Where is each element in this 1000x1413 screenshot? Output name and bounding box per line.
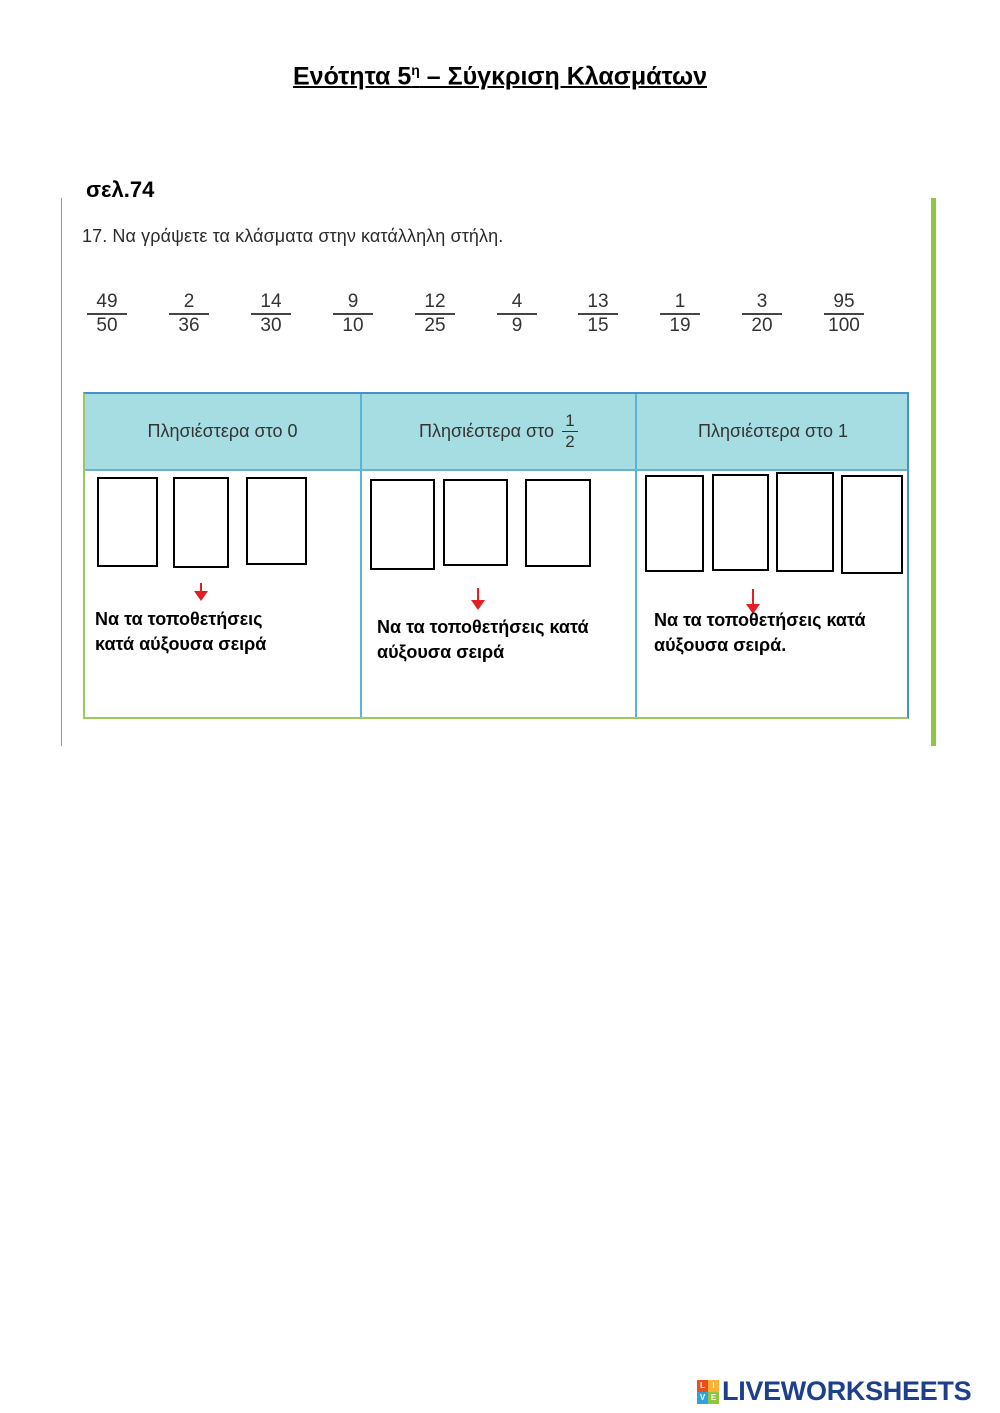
fraction-denominator: 25	[424, 314, 446, 336]
answer-box[interactable]	[246, 477, 307, 565]
fraction-denominator: 50	[96, 314, 118, 336]
fraction-numerator: 4	[511, 291, 523, 312]
note-line: Να τα τοποθετήσεις κατά αύξουσα σειρά	[95, 609, 267, 654]
half-denominator: 2	[565, 432, 575, 452]
answer-box[interactable]	[712, 474, 769, 571]
answer-box[interactable]	[645, 475, 704, 572]
answer-box[interactable]	[97, 477, 158, 567]
column-divider	[360, 394, 362, 717]
frame-right-border	[931, 198, 936, 746]
fraction-denominator: 100	[828, 314, 860, 336]
half-numerator: 1	[565, 410, 575, 430]
answer-box[interactable]	[841, 475, 903, 574]
fraction-item[interactable]	[333, 292, 373, 336]
fraction-denominator: 9	[511, 314, 523, 336]
column-header-near-one: Πλησιέστερα στο 1	[697, 421, 849, 441]
fraction-item[interactable]	[824, 292, 864, 336]
fraction-numerator: 1	[674, 291, 686, 312]
column-header-near-half-label: Πλησιέστερα στο	[418, 421, 554, 441]
fraction-numerator: 95	[833, 291, 855, 312]
note-line: Να τα τοποθετήσεις κατά αύξουσα σειρά	[377, 617, 589, 662]
answer-box[interactable]	[370, 479, 435, 570]
ordering-note-col1	[95, 607, 350, 657]
fraction-numerator: 12	[424, 291, 446, 312]
answer-box[interactable]	[525, 479, 591, 567]
column-divider	[635, 394, 637, 717]
logo-mark-letter: V	[697, 1392, 708, 1404]
title-rest: – Σύγκριση Κλασμάτων	[419, 62, 708, 91]
fraction-denominator: 15	[587, 314, 609, 336]
fraction-item[interactable]	[578, 292, 618, 336]
fraction-item[interactable]	[742, 292, 782, 336]
header-divider	[85, 469, 907, 471]
logo-mark-letter: I	[708, 1380, 719, 1392]
half-fraction	[562, 412, 578, 452]
fraction-denominator: 36	[178, 314, 200, 336]
column-header-near-zero: Πλησιέστερα στο 0	[147, 421, 298, 441]
page-reference: σελ.74	[86, 177, 155, 202]
fraction-item[interactable]	[415, 292, 455, 336]
liveworksheets-logo	[697, 1376, 971, 1407]
note-line: Να τα τοποθετήσεις κατά αύξουσα σειρά.	[654, 610, 866, 655]
fraction-denominator: 10	[342, 314, 364, 336]
fraction-numerator: 14	[260, 291, 282, 312]
fraction-item[interactable]	[87, 292, 127, 336]
column-header-near-half	[362, 394, 635, 469]
answer-box[interactable]	[173, 477, 229, 568]
logo-mark-letter: E	[708, 1392, 719, 1404]
fraction-denominator: 20	[751, 314, 773, 336]
logo-text: LIVEWORKSHEETS	[722, 1376, 972, 1406]
exercise-instruction: 17. Να γράψετε τα κλάσματα στην κατάλληλη στήλη.	[82, 226, 504, 246]
page-title	[0, 62, 1000, 91]
fraction-denominator: 19	[669, 314, 691, 336]
ordering-note-col2	[377, 615, 632, 665]
fraction-item[interactable]	[251, 292, 291, 336]
fraction-item[interactable]	[660, 292, 700, 336]
answer-box[interactable]	[443, 479, 508, 566]
title-superscript: η	[411, 62, 420, 78]
fraction-item[interactable]	[497, 292, 537, 336]
logo-mark-letter: L	[697, 1380, 708, 1392]
title-main: Ενότητα 5	[292, 62, 412, 91]
fraction-numerator: 13	[587, 291, 609, 312]
fraction-numerator: 2	[183, 291, 195, 312]
fraction-denominator: 30	[260, 314, 282, 336]
frame-left-border	[61, 198, 62, 746]
answer-box[interactable]	[776, 472, 834, 572]
fraction-item[interactable]	[169, 292, 209, 336]
fraction-numerator: 9	[347, 291, 359, 312]
ordering-note-col3	[654, 608, 906, 658]
logo-mark-icon	[697, 1380, 719, 1404]
fraction-numerator: 49	[96, 291, 118, 312]
fraction-numerator: 3	[756, 291, 768, 312]
arrow-down-icon	[469, 588, 487, 612]
arrow-down-icon	[192, 583, 210, 603]
